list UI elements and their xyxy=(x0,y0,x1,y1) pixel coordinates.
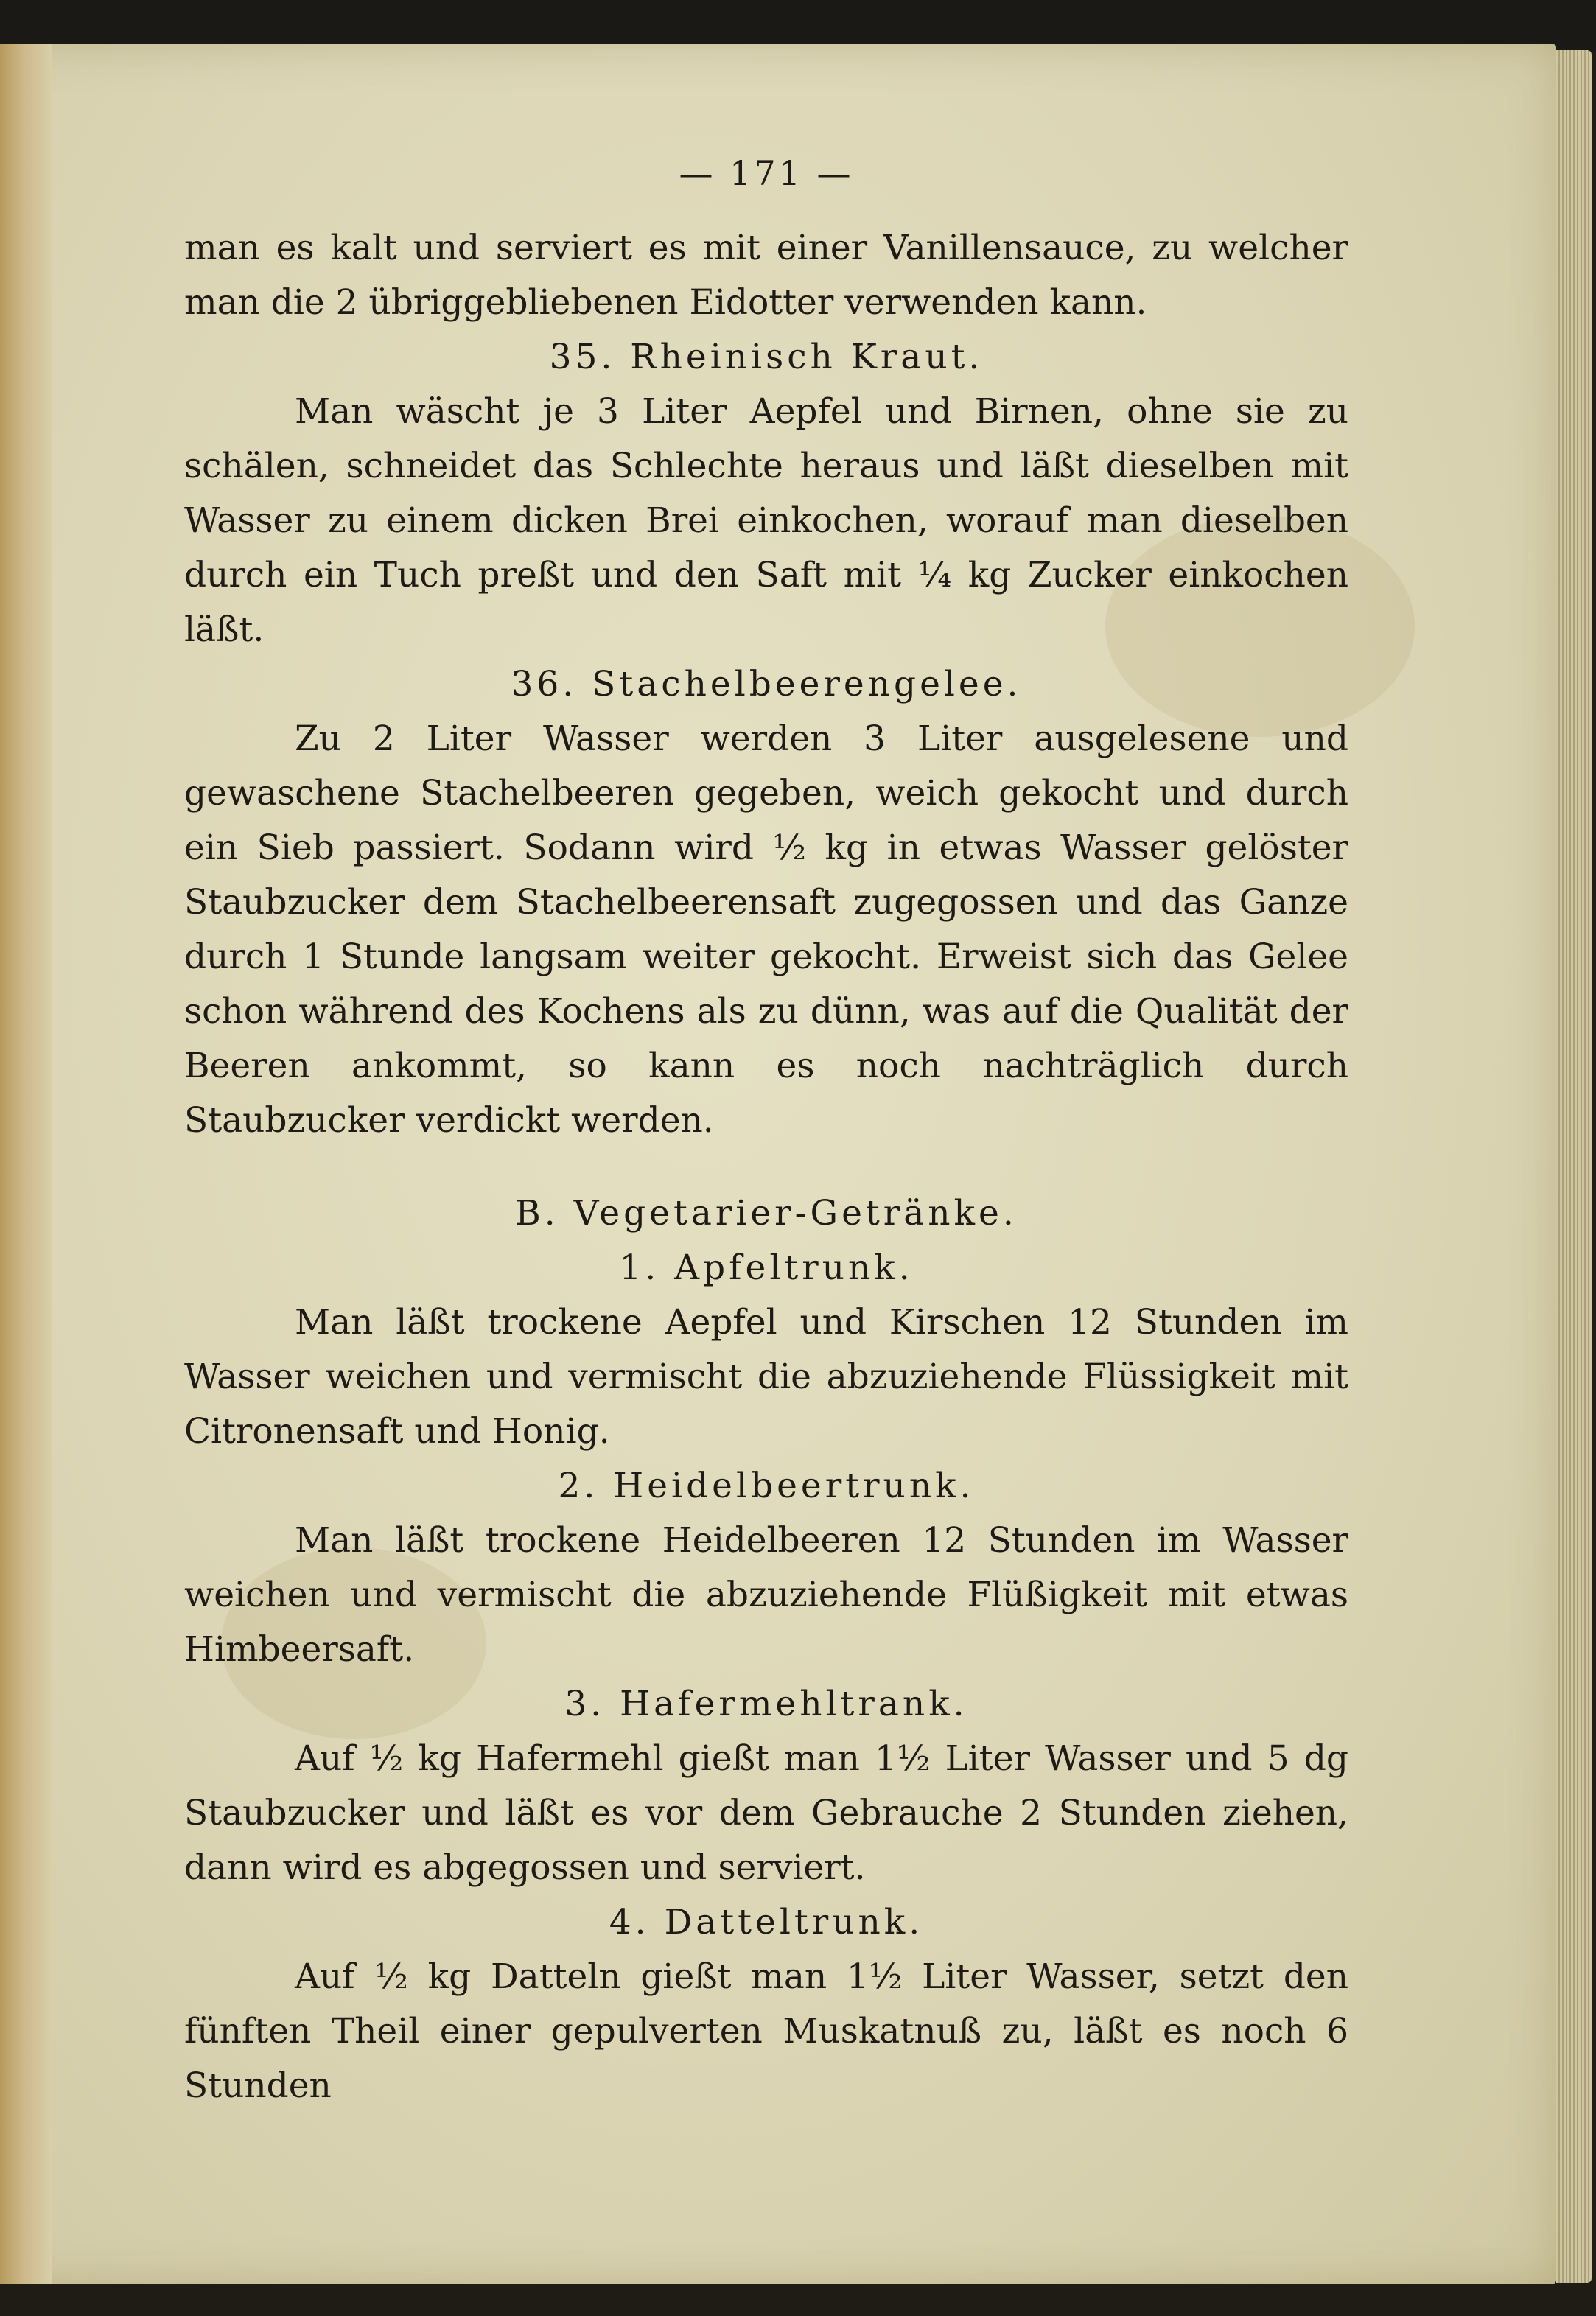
page-edges xyxy=(1556,50,1592,2283)
section-heading-b: B. Vegetarier-Getränke. xyxy=(515,1193,1018,1234)
recipe-heading-2: 2. Heidelbeertrunk. xyxy=(558,1466,975,1506)
recipe-heading-3: 3. Hafermehltrank. xyxy=(564,1684,968,1724)
paragraph-stachelbeerengelee: Zu 2 Liter Wasser werden 3 Liter ausgelesene und gewaschene Stachelbeeren gegeben, weich gekocht und durch ein Sieb passiert. Sodann wird ½ kg in etwas Wasser gelöster Staubzucker dem Stachelbeerensaft zugegossen und das Ganze durch 1 Stunde langsam weiter gekocht. Erweist sich das Gelee schon während des Kochens als zu dünn, was auf die Qualität der Beeren ankommt, so kann es noch nachträglich durch Staubzucker verdickt werden. xyxy=(184,718,1348,1141)
page-number: — 171 — xyxy=(679,153,854,193)
paragraph-hafermehltrank: Auf ½ kg Hafermehl gießt man 1½ Liter Wasser und 5 dg Staubzucker und läßt es vor dem Gebrauche 2 Stunden ziehen, dann wird es abgegossen und serviert. xyxy=(184,1738,1348,1888)
recipe-heading-35: 35. Rheinisch Kraut. xyxy=(549,337,984,377)
page-text xyxy=(184,147,1348,2113)
book-binding xyxy=(0,44,52,2284)
paragraph-rheinisch-kraut: Man wäscht je 3 Liter Aepfel und Birnen, ohne sie zu schälen, schneidet das Schlechte heraus und läßt dieselben mit Wasser zu einem dicken Brei einkochen, worauf man dieselben durch ein Tuch preßt und den Saft mit ¼ kg Zucker einkochen läßt. xyxy=(184,391,1348,650)
recipe-heading-4: 4. Datteltrunk. xyxy=(609,1902,924,1942)
recipe-heading-1: 1. Apfeltrunk. xyxy=(619,1248,914,1288)
paragraph-continuation: man es kalt und serviert es mit einer Vanillensauce, zu welcher man die 2 übriggebliebenen Eidotter verwenden kann. xyxy=(184,228,1348,323)
paragraph-heidelbeertrunk: Man läßt trockene Heidelbeeren 12 Stunden im Wasser weichen und vermischt die abzuziehende Flüßigkeit mit etwas Himbeersaft. xyxy=(184,1520,1348,1670)
paragraph-apfeltrunk: Man läßt trockene Aepfel und Kirschen 12 Stunden im Wasser weichen und vermischt die abzuziehende Flüssigkeit mit Citronensaft und Honig. xyxy=(184,1302,1348,1452)
recipe-heading-36: 36. Stachelbeerengelee. xyxy=(511,664,1022,704)
paragraph-datteltrunk: Auf ½ kg Datteln gießt man 1½ Liter Wasser, setzt den fünften Theil einer gepulverten Muskatnuß zu, läßt es noch 6 Stunden xyxy=(184,1956,1348,2106)
